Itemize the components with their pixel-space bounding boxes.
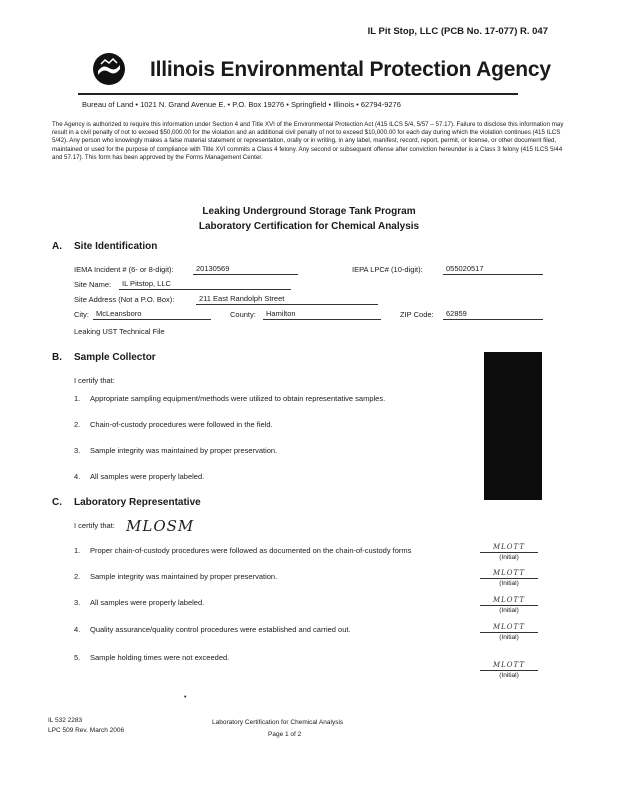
- section-a-title: Site Identification: [74, 241, 158, 252]
- city-field[interactable]: McLeansboro: [93, 309, 211, 320]
- site-name-field[interactable]: IL Pitstop, LLC: [119, 279, 291, 290]
- document-reference: IL Pit Stop, LLC (PCB No. 17-077) R. 047: [367, 26, 548, 37]
- initial-box-5[interactable]: MLOTT (Initial): [480, 661, 538, 680]
- footer-form-number: IL 532 2283: [48, 717, 83, 724]
- footer-revision: LPC 509 Rev. March 2006: [48, 727, 125, 734]
- section-c-heading: [52, 497, 201, 508]
- authority-statement: The Agency is authorized to require this information under Section 4 and Title XVI of the Environmental Protection Act (415 ILCS 5/4, 5/57 – 57.17). Failure to disclose this information may result in a civil penalty of not to exceed $50,000.00 for the violation and an additional civil penalty of not to exceed $10,000.00 for each day during which the violation continues (415 ILCS 5/42). Any person who knowingly makes a false material statement or representation, orally or in writing, in any label, manifest, record, report, permit, or license, or other document filed, maintained or used for the purpose of compliance with Title XVI commits a Class 4 felony. Any second or subsequent offense after conviction hereunder is a Class 3 felony (415 ILCS 5/44 and 57.17). This form has been approved by the Forms Management Center.: [52, 121, 564, 161]
- list-item: 4. Quality assurance/quality control procedures were established and carried out.: [74, 625, 351, 634]
- initial-box-3[interactable]: MLOTT (Initial): [480, 596, 538, 615]
- header-divider: [78, 93, 518, 95]
- agency-address: Bureau of Land • 1021 N. Grand Avenue E. • P.O. Box 19276 • Springfield • Illinois • 62794-9276: [82, 100, 401, 109]
- site-address-field[interactable]: 211 East Randolph Street: [196, 294, 378, 305]
- representative-signature: MLOSM: [126, 517, 195, 535]
- initial-box-2[interactable]: MLOTT (Initial): [480, 569, 538, 588]
- footer-doc-title: Laboratory Certification for Chemical Analysis: [212, 719, 344, 726]
- list-item: 1. Appropriate sampling equipment/methods were utilized to obtain representative samples.: [74, 394, 386, 403]
- list-item: 2. Chain-of-custody procedures were followed in the field.: [74, 420, 273, 429]
- list-item: 4. All samples were properly labeled.: [74, 472, 205, 481]
- iepa-lpc-field[interactable]: 055020517: [443, 264, 543, 275]
- footer-page-number: Page 1 of 2: [268, 731, 302, 738]
- section-a-heading: [52, 241, 157, 252]
- county-field[interactable]: Hamilton: [263, 309, 381, 320]
- stray-mark: •: [184, 694, 187, 701]
- zip-label: ZIP Code:: [400, 310, 434, 319]
- agency-name: Illinois Environmental Protection Agency: [150, 58, 551, 81]
- list-item: 3. All samples were properly labeled.: [74, 598, 205, 607]
- site-address-label: Site Address (Not a P.O. Box):: [74, 295, 175, 304]
- iepa-seal-icon: [92, 52, 126, 86]
- section-c-title: Laboratory Representative: [74, 497, 201, 508]
- iema-incident-label: IEMA Incident # (6- or 8-digit):: [74, 265, 174, 274]
- technical-file-label: Leaking UST Technical File: [74, 327, 165, 336]
- list-item: 3. Sample integrity was maintained by proper preservation.: [74, 446, 278, 455]
- list-item: 1. Proper chain-of-custody procedures were followed as documented on the chain-of-custody forms: [74, 546, 412, 555]
- iema-incident-field[interactable]: 20130569: [193, 264, 298, 275]
- section-b-certify: I certify that:: [74, 376, 115, 385]
- zip-field[interactable]: 62859: [443, 309, 543, 320]
- section-b-title: Sample Collector: [74, 352, 156, 363]
- initial-box-4[interactable]: MLOTT (Initial): [480, 623, 538, 642]
- list-item: 2. Sample integrity was maintained by proper preservation.: [74, 572, 278, 581]
- section-b-heading: [52, 352, 156, 363]
- list-item: 5. Sample holding times were not exceeded.: [74, 653, 230, 662]
- redaction-block: [484, 352, 542, 500]
- section-c-letter: C.: [52, 497, 62, 508]
- section-b-letter: B.: [52, 352, 62, 363]
- iepa-lpc-label: IEPA LPC# (10-digit):: [352, 265, 423, 274]
- city-label: City:: [74, 310, 89, 319]
- form-title-line1: Leaking Underground Storage Tank Program: [202, 206, 416, 217]
- site-name-label: Site Name:: [74, 280, 112, 289]
- initial-box-1[interactable]: MLOTT (Initial): [480, 543, 538, 562]
- section-c-certify: I certify that:: [74, 521, 115, 530]
- section-a-letter: A.: [52, 241, 62, 252]
- county-label: County:: [230, 310, 256, 319]
- form-title-line2: Laboratory Certification for Chemical Analysis: [198, 221, 420, 232]
